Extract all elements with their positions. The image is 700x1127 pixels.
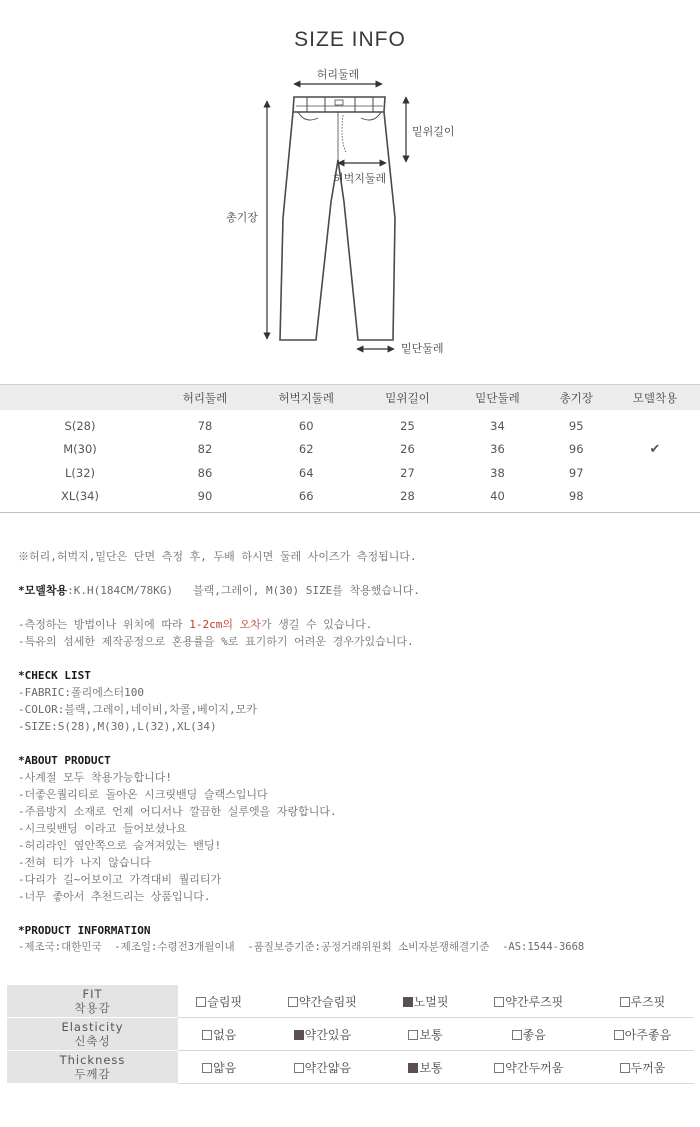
model-text: :K.H(184CM/78KG) 블랙,그레이, M(30) SIZE를 착용했습니다.	[67, 584, 420, 597]
length-cell: 95	[568, 418, 584, 433]
option-label: 약간루즈핏	[505, 994, 564, 1009]
fit-row	[7, 985, 694, 1018]
thigh-cell: 66	[298, 489, 314, 504]
option-label: 슬림핏	[207, 994, 243, 1009]
about-product-heading: *ABOUT PRODUCT	[18, 754, 111, 767]
model-heading: *모델착용	[18, 584, 68, 597]
about-item: -다리가 길~어보이고 가격대비 퀄리티가	[18, 873, 222, 886]
thigh-label: 허벅지둘레	[333, 172, 387, 185]
fit-option	[260, 985, 384, 1018]
hem-cell: 38	[490, 465, 505, 480]
checkbox-icon	[196, 997, 206, 1007]
size-cell: M(30)	[63, 442, 97, 457]
option-label: 루즈핏	[630, 994, 666, 1009]
rise-label: 밑위길이	[412, 125, 455, 138]
check-item: -SIZE:S(28),M(30),L(32),XL(34)	[18, 720, 217, 733]
elasticity-row	[7, 1018, 694, 1051]
fit-label-en: FIT	[82, 987, 103, 1001]
check-item: -COLOR:블랙,그레이,네이비,차콜,베이지,모카	[18, 703, 257, 716]
header-size	[0, 385, 160, 411]
hem-cell: 40	[490, 489, 505, 504]
about-item: -주름방지 소재로 언제 어디서나 깔끔한 실루엣을 자랑합니다.	[18, 805, 337, 818]
fit-table	[7, 985, 694, 1084]
thigh-cell: 60	[298, 418, 314, 433]
page-title: SIZE INFO	[294, 28, 406, 51]
fit-label	[7, 985, 178, 1018]
thickness-label-en: Thickness	[59, 1053, 126, 1067]
about-item: -전혀 티가 나지 않습니다	[18, 856, 151, 869]
option-label: 보통	[419, 1027, 443, 1042]
rise-cell: 27	[400, 465, 415, 480]
waist-cell: 86	[197, 465, 213, 480]
thickness-option	[467, 1051, 591, 1084]
check-item: -FABRIC:폴리에스터100	[18, 686, 144, 699]
elasticity-option	[260, 1018, 384, 1051]
blend-note: -특유의 섬세한 제작공정으로 혼용률을 %로 표기하기 어려운 경우가있습니다.	[18, 635, 414, 648]
option-label: 보통	[419, 1060, 443, 1075]
thickness-row	[7, 1051, 694, 1084]
about-item: -사계절 모두 착용가능합니다!	[18, 771, 173, 784]
waist-cell: 82	[197, 442, 213, 457]
model-cell	[610, 461, 700, 485]
thickness-option	[260, 1051, 384, 1084]
header-model: 모델착용	[632, 390, 678, 405]
length-cell: 97	[568, 465, 584, 480]
header-waist: 허리둘레	[182, 390, 228, 405]
fit-option	[384, 985, 466, 1018]
fit-label-ko: 착용감	[74, 1001, 111, 1015]
checked-box-icon	[403, 997, 413, 1007]
about-item: -더좋은퀄리티로 돌아온 시크릿밴딩 슬랙스입니다	[18, 788, 268, 801]
elasticity-option	[591, 1018, 694, 1051]
elasticity-label	[7, 1018, 178, 1051]
checkbox-icon	[202, 1063, 212, 1073]
error-highlight: 1-2cm의 오차	[189, 618, 261, 631]
size-table-header	[0, 385, 700, 411]
elasticity-option	[384, 1018, 466, 1051]
hem-cell: 36	[490, 442, 505, 457]
checkbox-icon	[288, 997, 298, 1007]
table-row	[0, 410, 700, 438]
option-label: 약간두꺼움	[505, 1060, 564, 1075]
size-cell: XL(34)	[61, 489, 99, 504]
option-label: 두꺼움	[630, 1060, 666, 1075]
length-cell: 96	[568, 442, 584, 457]
length-label: 총기장	[226, 211, 258, 224]
pants-outline-icon	[280, 97, 395, 340]
pants-size-diagram	[0, 0, 700, 370]
size-cell: S(28)	[64, 418, 96, 433]
model-note	[18, 582, 688, 599]
thickness-option	[384, 1051, 466, 1084]
error-pre: -측정하는 방법이나 위치에 따라	[18, 618, 190, 631]
rise-cell: 25	[400, 418, 415, 433]
checkbox-icon	[620, 1063, 630, 1073]
about-item: -시크릿밴딩 이라고 들어보셨나요	[18, 822, 187, 835]
thickness-label-ko: 두께감	[74, 1067, 111, 1081]
checkbox-icon	[614, 1030, 624, 1040]
rise-cell: 26	[400, 442, 415, 457]
thigh-cell: 64	[298, 465, 314, 480]
checkbox-icon	[620, 997, 630, 1007]
waist-label: 허리둘레	[316, 68, 360, 81]
rise-cell: 28	[400, 489, 415, 504]
option-label: 아주좋음	[624, 1027, 672, 1042]
header-thigh: 허벅지둘레	[278, 390, 335, 405]
product-info-heading: *PRODUCT INFORMATION	[18, 924, 151, 937]
error-note	[18, 616, 688, 633]
fit-option	[591, 985, 694, 1018]
option-label: 얇음	[213, 1060, 237, 1075]
fit-option	[467, 985, 591, 1018]
size-table	[0, 384, 700, 513]
measure-note: ※허리,허벅지,밑단은 단면 측정 후, 두배 하시면 둘레 사이즈가 측정됩니다.	[18, 550, 417, 563]
waist-cell: 78	[197, 418, 213, 433]
checkbox-icon	[494, 1063, 504, 1073]
thickness-option	[178, 1051, 260, 1084]
header-hem: 밑단둘레	[475, 390, 520, 405]
fit-option	[178, 985, 260, 1018]
elasticity-option	[467, 1018, 591, 1051]
check-list-heading: *CHECK LIST	[18, 669, 91, 682]
about-item: -너무 좋아서 추천드리는 상품입니다.	[18, 890, 211, 903]
hem-cell: 34	[490, 418, 505, 433]
option-label: 약간있음	[304, 1027, 352, 1042]
checkbox-icon	[512, 1030, 522, 1040]
hem-label: 밑단둘레	[401, 342, 444, 355]
length-cell: 98	[568, 489, 584, 504]
table-row	[0, 485, 700, 513]
about-item: -허리라인 옆안쪽으로 숨겨져있는 밴딩!	[18, 839, 222, 852]
option-label: 좋음	[522, 1027, 546, 1042]
product-info: -제조국:대한민국 -제조일:수령전3개월이내 -품질보증기준:공정거래위원회 소비자분쟁해결기준 -AS:1544-3668	[18, 941, 585, 953]
thigh-cell: 62	[298, 442, 314, 457]
checkbox-icon	[294, 1063, 304, 1073]
option-label: 약간얇음	[304, 1060, 352, 1075]
elasticity-label-en: Elasticity	[61, 1020, 124, 1034]
option-label: 없음	[213, 1027, 237, 1042]
header-length: 총기장	[559, 390, 593, 405]
checkbox-icon	[494, 997, 504, 1007]
header-rise: 밑위길이	[385, 390, 430, 405]
waist-cell: 90	[197, 489, 213, 504]
table-row	[0, 438, 700, 462]
checkbox-icon	[202, 1030, 212, 1040]
thickness-option	[591, 1051, 694, 1084]
elasticity-label-ko: 신축성	[74, 1034, 111, 1048]
option-label: 약간슬림핏	[298, 994, 357, 1009]
checked-box-icon	[294, 1030, 304, 1040]
elasticity-option	[178, 1018, 260, 1051]
product-notes	[18, 548, 688, 956]
checked-box-icon	[408, 1063, 418, 1073]
size-cell: L(32)	[64, 465, 95, 480]
model-cell	[610, 410, 700, 438]
table-row	[0, 461, 700, 485]
error-post: 가 생길 수 있습니다.	[260, 618, 373, 631]
option-label: 노멀핏	[413, 994, 449, 1009]
model-cell	[610, 485, 700, 513]
check-icon: ✔	[649, 441, 661, 457]
thickness-label	[7, 1051, 178, 1084]
checkbox-icon	[408, 1030, 418, 1040]
